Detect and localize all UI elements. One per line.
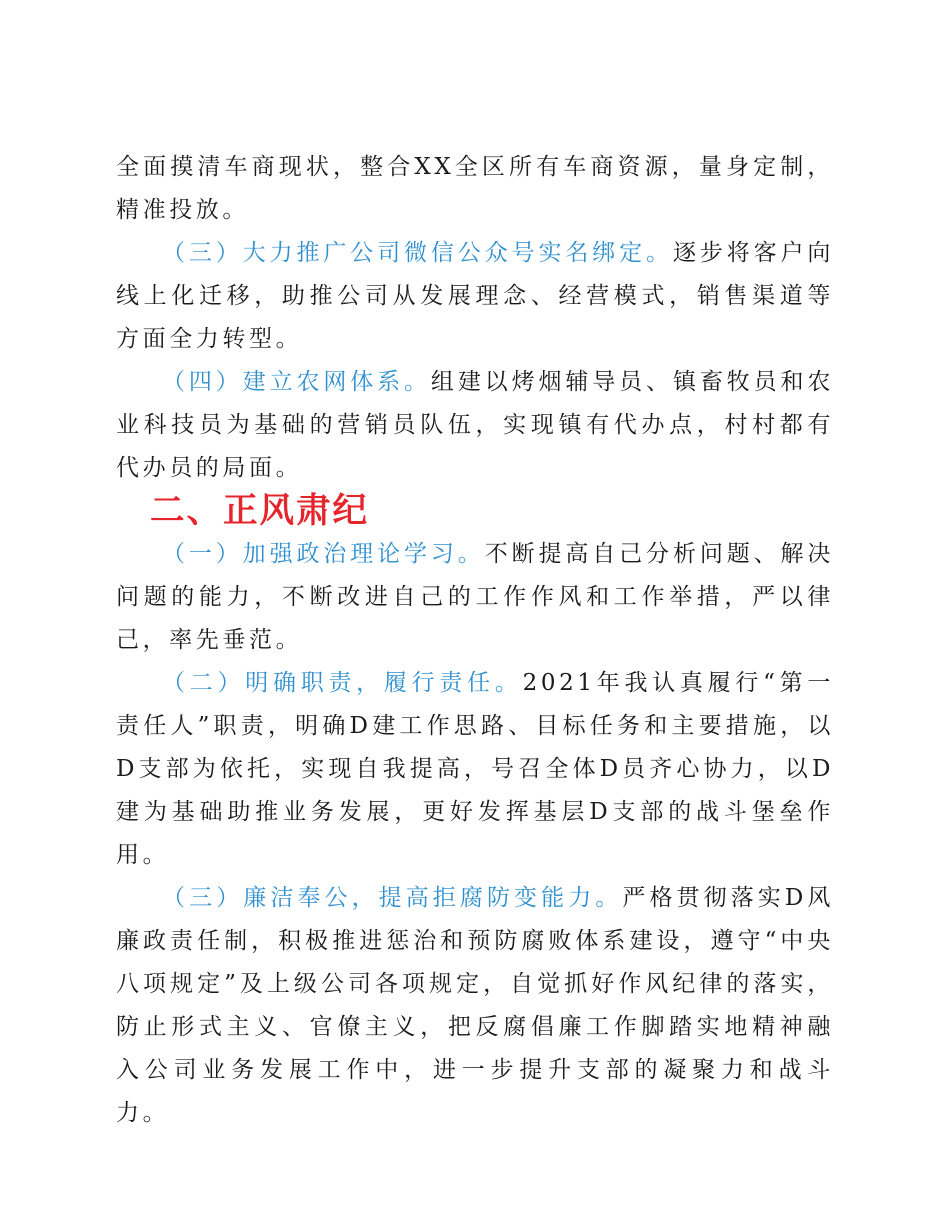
paragraph-rural-network	[116, 361, 834, 490]
paragraph-political-study	[116, 533, 834, 662]
paragraph-lead: （一）加强政治理论学习。	[162, 541, 485, 567]
paragraph-text: 组建以烤烟辅导员、镇畜牧员和农业科技员为基础的营销员队伍，实现镇有代办点，村村都有代办员的局面。	[116, 369, 835, 481]
paragraph-text: 2021年我认真履行“第一责任人”职责，明确D建工作思路、目标任务和主要措施，以D支部为依托，实现自我提高，号召全体D员齐心协力，以D建为基础助推业务发展，更好发挥基层D支部的战斗堡垒作用。	[116, 670, 834, 868]
paragraph-responsibility	[116, 662, 834, 877]
paragraph-lead: （三）大力推广公司微信公众号实名绑定。	[162, 240, 673, 266]
section-heading: 二、正风肃纪	[150, 491, 369, 531]
paragraph-wechat-binding	[116, 232, 834, 361]
paragraph-lead: （二）明确职责，履行责任。	[162, 670, 523, 696]
paragraph-integrity	[116, 877, 834, 1135]
document-body	[116, 146, 834, 1135]
paragraph-text: 逐步将客户向线上化迁移，助推公司从发展理念、经营模式，销售渠道等方面全力转型。	[116, 240, 834, 352]
paragraph-lead: （三）廉洁奉公，提高拒腐防变能力。	[162, 885, 623, 911]
paragraph-text: 严格贯彻落实D风廉政责任制，积极推进惩治和预防腐败体系建设，遵守“中央八项规定”及上级公司各项规定，自觉抓好作风纪律的落实，防止形式主义、官僚主义，把反腐倡廉工作脚踏实地精神融入公司业务发展工作中，进一步提升支部的凝聚力和战斗力。	[116, 885, 834, 1126]
paragraph-text: 全面摸清车商现状，整合XX全区所有车商资源，量身定制，精准投放。	[116, 154, 834, 223]
paragraph-lead: （四）建立农网体系。	[162, 369, 431, 395]
paragraph-continued	[116, 146, 834, 232]
paragraph-text: 不断提高自己分析问题、解决问题的能力，不断改进自己的工作作风和工作举措，严以律己，率先垂范。	[116, 541, 834, 653]
